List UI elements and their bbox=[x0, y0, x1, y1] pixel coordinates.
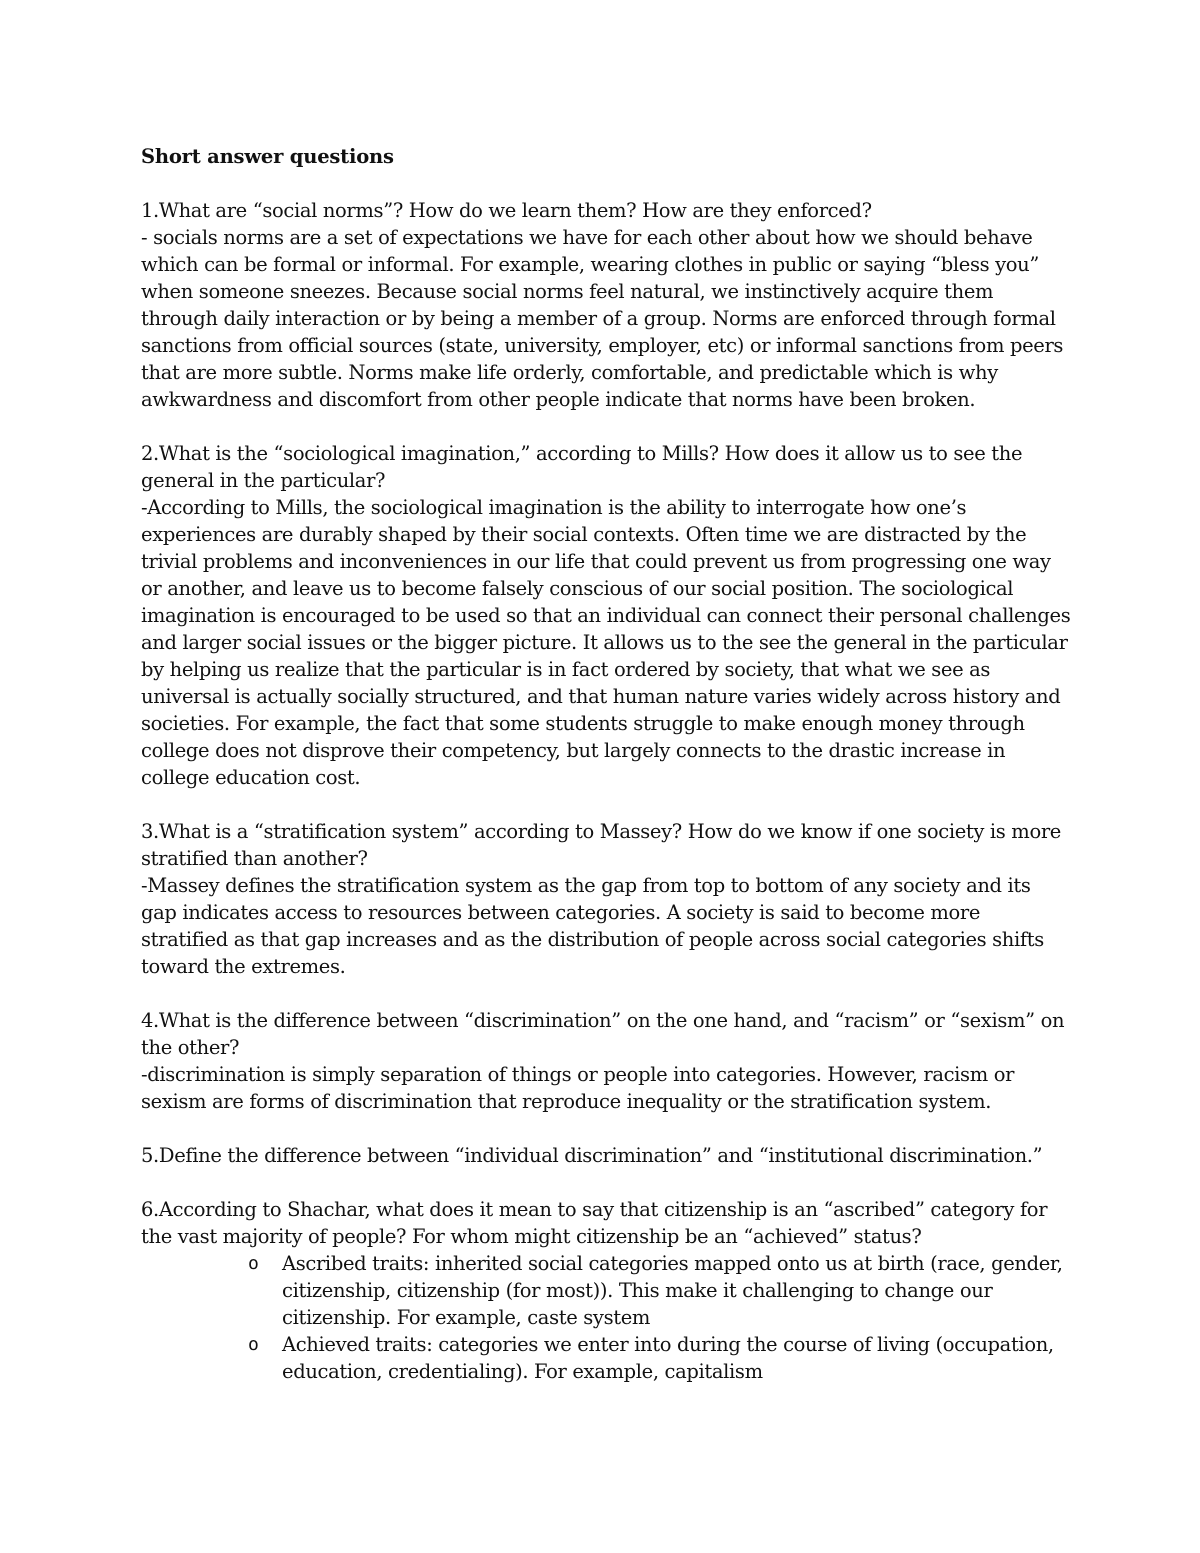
question-1: 1.What are “social norms”? How do we learn them? How are they enforced? bbox=[141, 199, 872, 222]
trait-achieved-text: Achieved traits: categories we enter into during the course of living (occupation, education, credentialing). For example, capitalism bbox=[282, 1333, 1054, 1383]
answer-3: -Massey defines the stratification system as the gap from top to bottom of any society and its gap indicates access to resources between categories. A society is said to become more stratified as that gap increases and as the distribution of people across social categories shifts toward the extremes. bbox=[141, 874, 1044, 978]
trait-achieved bbox=[141, 1331, 1071, 1385]
question-3: 3.What is a “stratification system” according to Massey? How do we know if one society is more stratified than another? bbox=[141, 820, 1061, 870]
bullet-icon: o bbox=[248, 1334, 259, 1355]
question-5: 5.Define the difference between “individual discrimination” and “institutional discrimination.” bbox=[141, 1144, 1043, 1167]
trait-ascribed-text: Ascribed traits: inherited social categories mapped onto us at birth (race, gender, citizenship, citizenship (for most)). This make it challenging to change our citizenship. For example, caste system bbox=[282, 1252, 1063, 1329]
document-title: Short answer questions bbox=[141, 145, 394, 168]
document-page bbox=[141, 143, 1071, 1412]
question-block-2 bbox=[141, 440, 1071, 791]
traits-list bbox=[141, 1250, 1071, 1385]
answer-2: -According to Mills, the sociological imagination is the ability to interrogate how one’s experiences are durably shaped by their social contexts. Often time we are distracted by the trivial problems and inconveniences in our life that could prevent us from progressing one way or another, and leave us to become falsely conscious of our social position. The sociological imagination is encouraged to be used so that an individual can connect their personal challenges and larger social issues or the bigger picture. It allows us to the see the general in the particular by helping us realize that the particular is in fact ordered by society, that what we see as universal is actually socially structured, and that human nature varies widely across history and societies. For example, the fact that some students struggle to make enough money through college does not disprove their competency, but largely connects to the drastic increase in college education cost. bbox=[141, 496, 1071, 789]
question-block-3 bbox=[141, 818, 1071, 980]
question-2: 2.What is the “sociological imagination,” according to Mills? How does it allow us to see the general in the particular? bbox=[141, 442, 1023, 492]
answer-1: - socials norms are a set of expectations we have for each other about how we should behave which can be formal or informal. For example, wearing clothes in public or saying “bless you” when someone sneezes. Because social norms feel natural, we instinctively acquire them through daily interaction or by being a member of a group. Norms are enforced through formal sanctions from official sources (state, university, employer, etc) or informal sanctions from peers that are more subtle. Norms make life orderly, comfortable, and predictable which is why awkwardness and discomfort from other people indicate that norms have been broken. bbox=[141, 226, 1064, 411]
question-6: 6.According to Shachar, what does it mean to say that citizenship is an “ascribed” category for the vast majority of people? For whom might citizenship be an “achieved” status? bbox=[141, 1198, 1048, 1248]
question-block-4 bbox=[141, 1007, 1071, 1115]
question-4: 4.What is the difference between “discrimination” on the one hand, and “racism” or “sexism” on the other? bbox=[141, 1009, 1065, 1059]
question-block-6 bbox=[141, 1196, 1071, 1385]
answer-4: -discrimination is simply separation of things or people into categories. However, racism or sexism are forms of discrimination that reproduce inequality or the stratification system. bbox=[141, 1063, 1015, 1113]
question-block-1 bbox=[141, 197, 1071, 413]
trait-ascribed bbox=[141, 1250, 1071, 1331]
bullet-icon: o bbox=[248, 1253, 259, 1274]
question-block-5 bbox=[141, 1142, 1071, 1169]
